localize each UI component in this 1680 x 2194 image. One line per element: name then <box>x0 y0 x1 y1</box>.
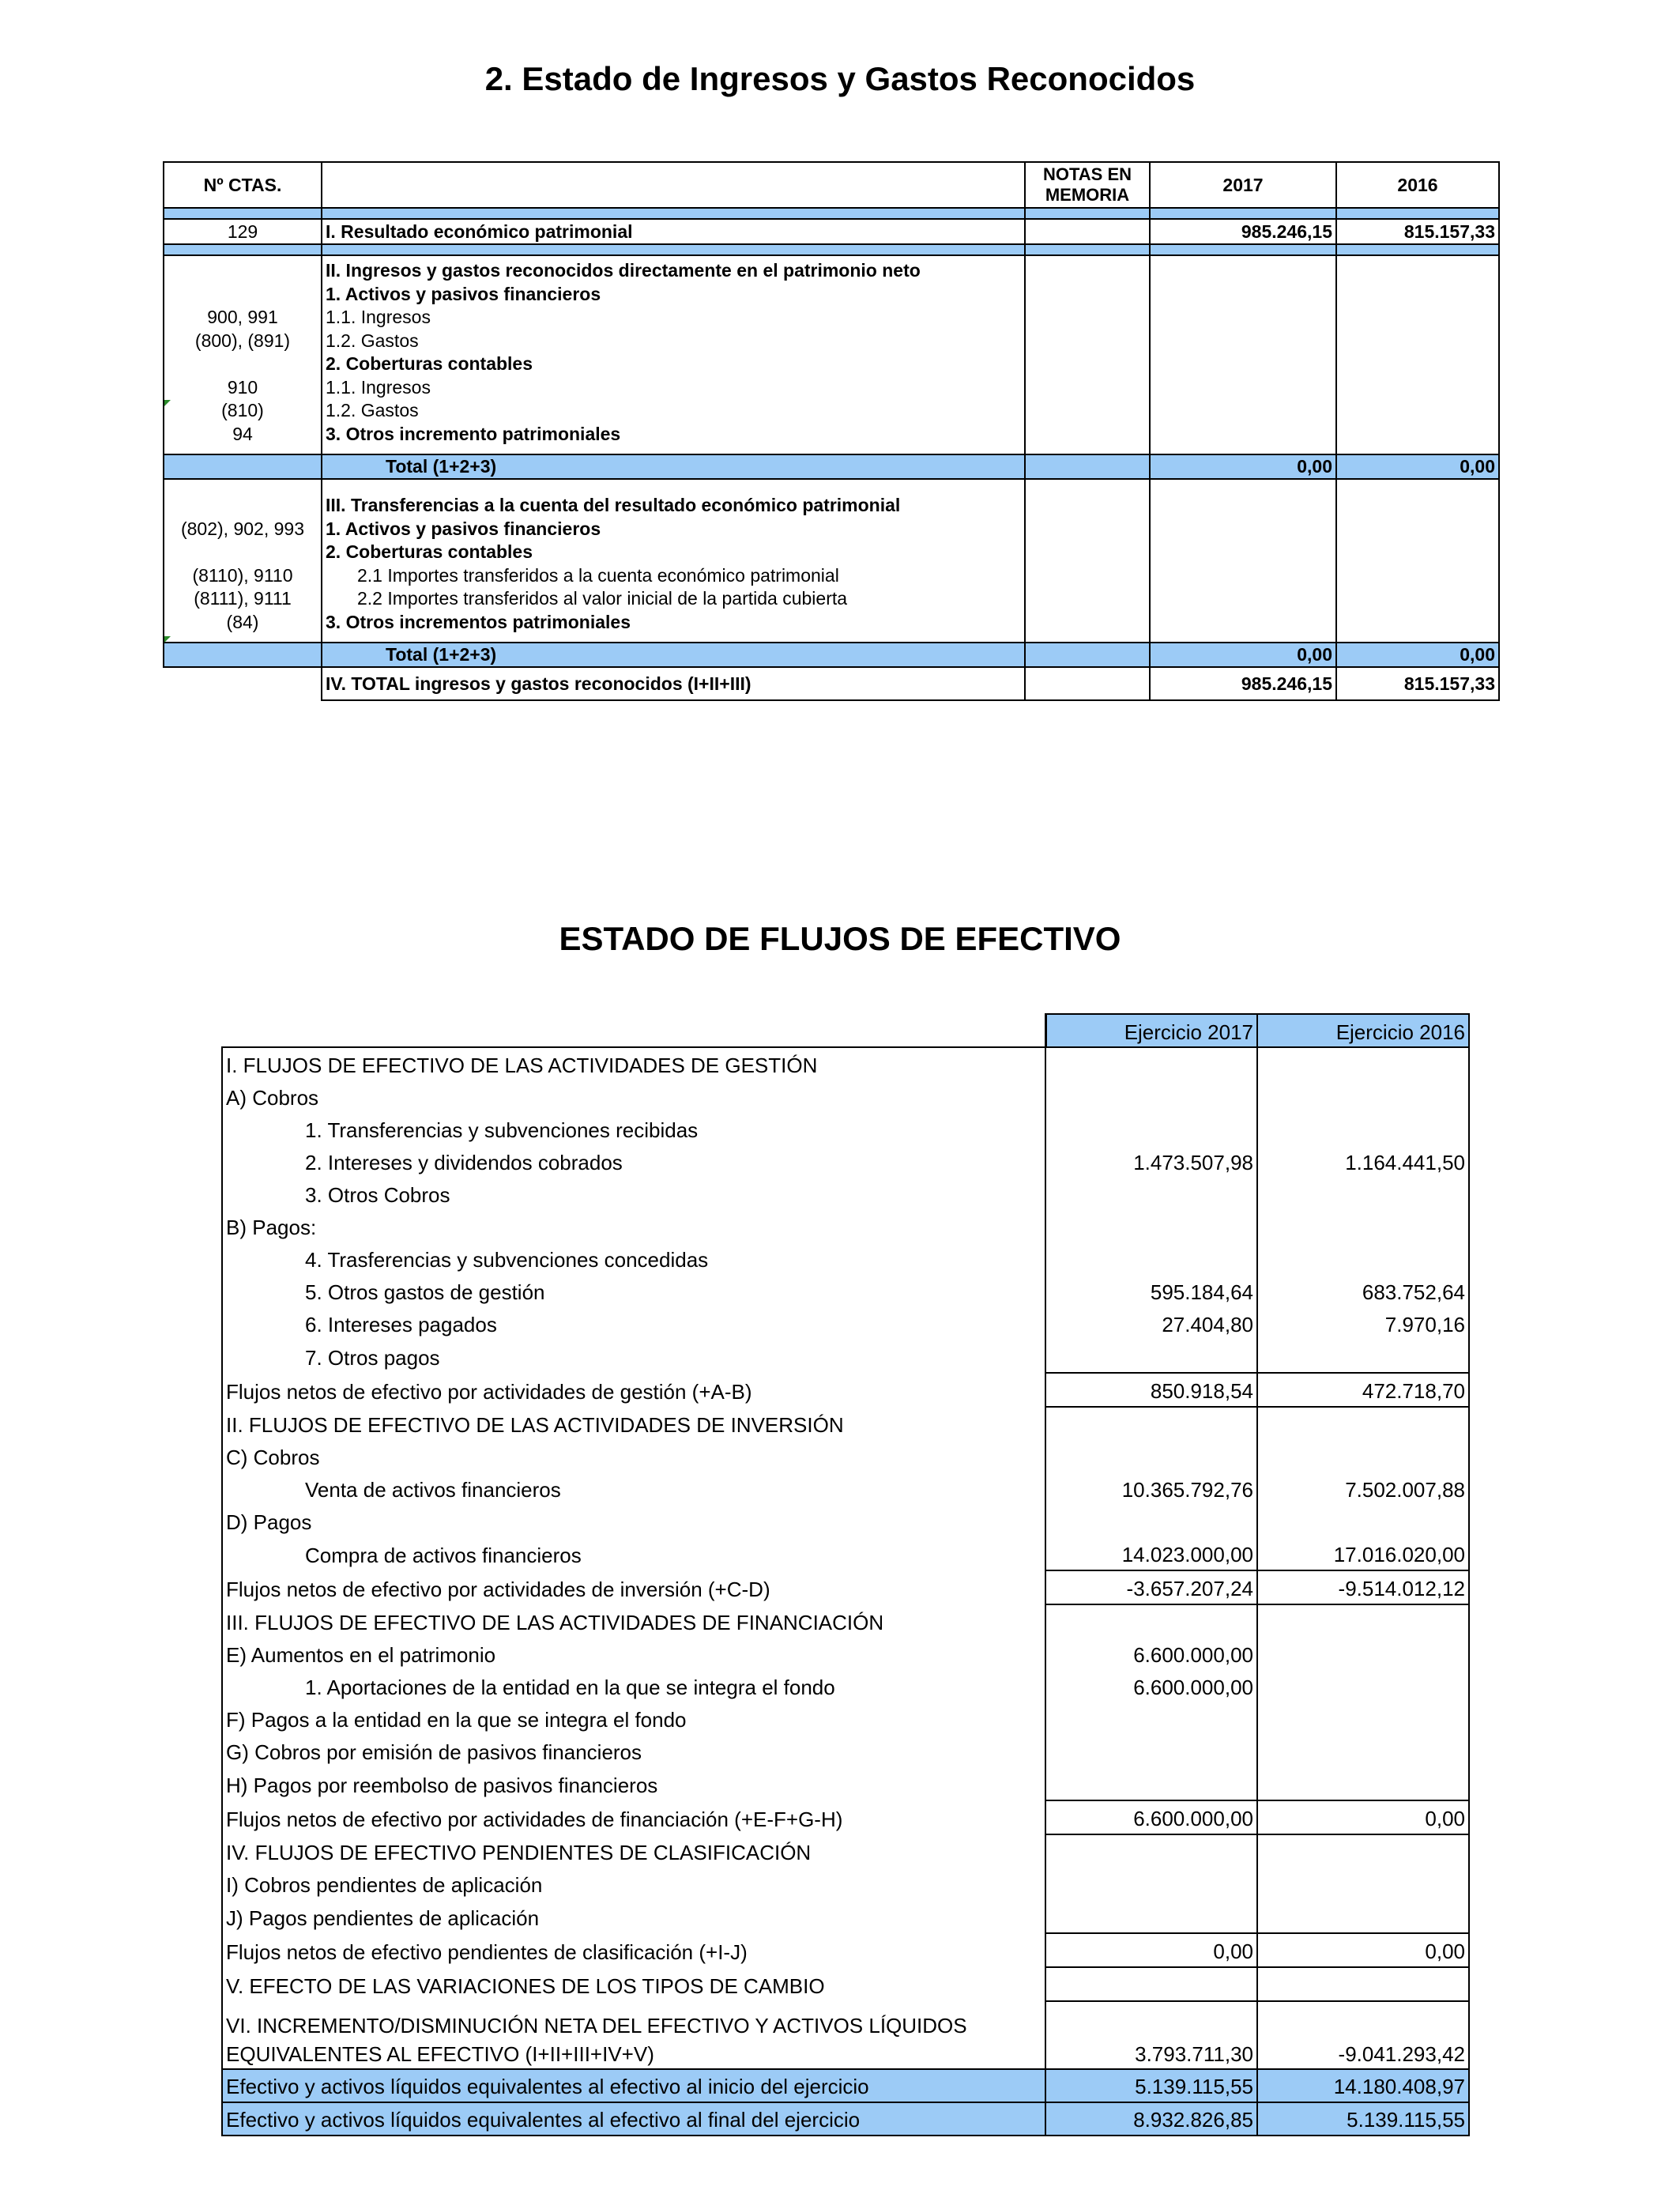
flujos-row-2017 <box>1045 1868 1257 1900</box>
flujos-row-label: Efectivo y activos líquidos equivalentes al efectivo al final del ejercicio <box>222 2102 1045 2136</box>
line: 3. Otros incrementos patrimoniales <box>326 611 631 632</box>
flujos-row <box>222 2102 1469 2136</box>
flujos-row <box>222 2069 1469 2102</box>
cta <box>168 352 318 376</box>
flujos-row-label: III. FLUJOS DE EFECTIVO DE LAS ACTIVIDADES DE FINANCIACIÓN <box>222 1604 1045 1638</box>
flujos-row <box>222 2001 1469 2069</box>
header-ejercicio-2016: Ejercicio 2016 <box>1257 1014 1469 1047</box>
flujos-row-label: 2. Intereses y dividendos cobrados <box>222 1145 1045 1178</box>
flujos-row <box>222 1275 1469 1307</box>
flujos-row-2017 <box>1045 1702 1257 1735</box>
line: 2. Coberturas contables <box>326 541 533 562</box>
flujos-row-2016: 0,00 <box>1257 1800 1469 1834</box>
cta: 900, 991 <box>207 307 278 327</box>
flujos-row-label: D) Pagos <box>222 1505 1045 1537</box>
resultado-notas <box>1025 219 1150 244</box>
flujos-row <box>222 1868 1469 1900</box>
flujos-row-2017 <box>1045 1440 1257 1472</box>
cta <box>168 494 318 518</box>
flujos-row-2016 <box>1257 1113 1469 1145</box>
flujos-row-label: Flujos netos de efectivo pendientes de clasificación (+I-J) <box>222 1933 1045 1967</box>
bloque2-2017 <box>1150 255 1336 454</box>
total-iv-2017: 985.246,15 <box>1150 667 1336 700</box>
flujos-row-label: II. FLUJOS DE EFECTIVO DE LAS ACTIVIDADES DE INVERSIÓN <box>222 1407 1045 1440</box>
flujos-row-label: F) Pagos a la entidad en la que se integra el fondo <box>222 1702 1045 1735</box>
flujos-row <box>222 1735 1469 1767</box>
flujos-row-2016: 7.502.007,88 <box>1257 1472 1469 1505</box>
flujos-row-2017 <box>1045 1505 1257 1537</box>
flujos-row-label: H) Pagos por reembolso de pasivos financieros <box>222 1767 1045 1800</box>
flujos-row <box>222 1080 1469 1113</box>
bloque2-2016 <box>1336 255 1499 454</box>
flujos-row <box>222 1570 1469 1604</box>
flujos-row-2016 <box>1257 1047 1469 1080</box>
flujos-row-2016 <box>1257 1178 1469 1210</box>
flujos-row-2017: 27.404,80 <box>1045 1307 1257 1340</box>
flujos-row-2017 <box>1045 1080 1257 1113</box>
flujos-row-label: 1. Aportaciones de la entidad en la que se integra el fondo <box>222 1670 1045 1702</box>
flujos-row <box>222 1047 1469 1080</box>
flujos-row-label: Flujos netos de efectivo por actividades de gestión (+A-B) <box>222 1373 1045 1407</box>
flujos-row-2016 <box>1257 1767 1469 1800</box>
flujos-row-2016: 472.718,70 <box>1257 1373 1469 1407</box>
header-row <box>164 162 1499 208</box>
flujos-row <box>222 1472 1469 1505</box>
flujos-row-2017: 1.473.507,98 <box>1045 1145 1257 1178</box>
flujos-row-2017 <box>1045 1407 1257 1440</box>
flujos-row <box>222 1373 1469 1407</box>
bloque2-total-label: Total (1+2+3) <box>322 454 1025 479</box>
flujos-row-2016 <box>1257 1340 1469 1373</box>
resultado-label: I. Resultado económico patrimonial <box>322 219 1025 244</box>
flujos-row-2016 <box>1257 1868 1469 1900</box>
cta: 94 <box>232 423 253 444</box>
separator-row <box>164 244 1499 255</box>
flujos-row-2017 <box>1045 1210 1257 1242</box>
flujos-row <box>222 1407 1469 1440</box>
cta: (8111), 9111 <box>194 588 292 609</box>
flujos-row <box>222 1900 1469 1933</box>
flujos-row-2016 <box>1257 1702 1469 1735</box>
estado-ingresos-title: 2. Estado de Ingresos y Gastos Reconocidos <box>484 60 1196 97</box>
flujos-row <box>222 1834 1469 1868</box>
flujos-row-2017: 3.793.711,30 <box>1045 2001 1257 2069</box>
flujos-row-2016: 1.164.441,50 <box>1257 1145 1469 1178</box>
line: 3. Otros incremento patrimoniales <box>326 423 621 444</box>
flujos-row-2017 <box>1045 1967 1257 2001</box>
bloque3-2016 <box>1336 479 1499 643</box>
flujos-row-label: IV. FLUJOS DE EFECTIVO PENDIENTES DE CLASIFICACIÓN <box>222 1834 1045 1868</box>
flujos-row-label: I) Cobros pendientes de aplicación <box>222 1868 1045 1900</box>
line: 1.2. Gastos <box>326 400 419 420</box>
flujos-row-2016 <box>1257 1440 1469 1472</box>
flujos-row-label: J) Pagos pendientes de aplicación <box>222 1900 1045 1933</box>
flujos-row-2016: 14.180.408,97 <box>1257 2069 1469 2102</box>
cta: (802), 902, 993 <box>180 518 304 539</box>
header-2016: 2016 <box>1336 162 1499 208</box>
line: II. Ingresos y gastos reconocidos directamente en el patrimonio neto <box>326 260 921 281</box>
bloque2-total-2017: 0,00 <box>1150 454 1336 479</box>
resultado-cta: 129 <box>164 219 322 244</box>
flujos-row-2016: -9.041.293,42 <box>1257 2001 1469 2069</box>
line: 1.1. Ingresos <box>326 376 431 398</box>
flujos-row-2016: 17.016.020,00 <box>1257 1537 1469 1570</box>
bloque3-row <box>164 479 1499 643</box>
bloque3-ctas <box>164 479 322 643</box>
flujos-header-row <box>222 1014 1469 1047</box>
flujos-row <box>222 1967 1469 2001</box>
flujos-row <box>222 1767 1469 1800</box>
bloque2-total-2016: 0,00 <box>1336 454 1499 479</box>
header-ejercicio-2017: Ejercicio 2017 <box>1045 1014 1257 1047</box>
flujos-row-label: V. EFECTO DE LAS VARIACIONES DE LOS TIPOS DE CAMBIO <box>222 1967 1045 2001</box>
flujos-row-2016 <box>1257 1967 1469 2001</box>
flujos-row-2016 <box>1257 1505 1469 1537</box>
flujos-row <box>222 1145 1469 1178</box>
total-iv-2016: 815.157,33 <box>1336 667 1499 700</box>
line: III. Transferencias a la cuenta del resultado económico patrimonial <box>326 495 901 515</box>
flujos-row <box>222 1670 1469 1702</box>
bloque3-notas <box>1025 479 1150 643</box>
flujos-row <box>222 1178 1469 1210</box>
flujos-row-2017 <box>1045 1735 1257 1767</box>
flujos-row-2016: 0,00 <box>1257 1933 1469 1967</box>
flujos-title: ESTADO DE FLUJOS DE EFECTIVO <box>559 920 1121 957</box>
resultado-2017: 985.246,15 <box>1150 219 1336 244</box>
bloque2-notas <box>1025 255 1150 454</box>
cta <box>168 283 318 307</box>
flujos-table <box>221 1013 1470 2136</box>
flujos-row-label: B) Pagos: <box>222 1210 1045 1242</box>
cta: 910 <box>227 376 258 398</box>
flujos-row-2017 <box>1045 1047 1257 1080</box>
flujos-row-label: C) Cobros <box>222 1440 1045 1472</box>
flujos-row-2017 <box>1045 1900 1257 1933</box>
flujos-row-label: Flujos netos de efectivo por actividades de inversión (+C-D) <box>222 1570 1045 1604</box>
flujos-row-label: E) Aumentos en el patrimonio <box>222 1638 1045 1670</box>
bloque3-total-2016: 0,00 <box>1336 643 1499 667</box>
flujos-row-2016 <box>1257 1604 1469 1638</box>
flujos-row-2016: 5.139.115,55 <box>1257 2102 1469 2136</box>
bloque2-row <box>164 255 1499 454</box>
header-blank <box>322 162 1025 208</box>
flujos-row-2017: 6.600.000,00 <box>1045 1800 1257 1834</box>
flujos-row <box>222 1800 1469 1834</box>
flujos-row-2016 <box>1257 1900 1469 1933</box>
line: 1.1. Ingresos <box>326 307 431 327</box>
flujos-row <box>222 1604 1469 1638</box>
cta: (84) <box>226 611 259 632</box>
flujos-row <box>222 1702 1469 1735</box>
bloque3-total-row <box>164 643 1499 667</box>
flujos-row-2017: 0,00 <box>1045 1933 1257 1967</box>
flujos-row-2016 <box>1257 1210 1469 1242</box>
separator-row <box>164 208 1499 219</box>
flujos-row <box>222 1440 1469 1472</box>
flujos-row-2017: 8.932.826,85 <box>1045 2102 1257 2136</box>
cell-marker-icon <box>164 636 171 643</box>
flujos-row-2017: 14.023.000,00 <box>1045 1537 1257 1570</box>
line: 1. Activos y pasivos financieros <box>326 518 601 539</box>
flujos-row-2017: 6.600.000,00 <box>1045 1638 1257 1670</box>
flujos-row-2017: 6.600.000,00 <box>1045 1670 1257 1702</box>
bloque3-total-label: Total (1+2+3) <box>322 643 1025 667</box>
flujos-row <box>222 1505 1469 1537</box>
flujos-row-label: 3. Otros Cobros <box>222 1178 1045 1210</box>
cell-marker-icon <box>164 400 171 406</box>
cta <box>168 259 318 283</box>
flujos-row <box>222 1307 1469 1340</box>
flujos-row-2017: 850.918,54 <box>1045 1373 1257 1407</box>
flujos-row-2016: 7.970,16 <box>1257 1307 1469 1340</box>
flujos-row-label: Compra de activos financieros <box>222 1537 1045 1570</box>
bloque3-lines <box>322 479 1025 643</box>
header-2017: 2017 <box>1150 162 1336 208</box>
cta: (8110), 9110 <box>192 564 293 586</box>
flujos-row-2017: 5.139.115,55 <box>1045 2069 1257 2102</box>
flujos-row-label: Flujos netos de efectivo por actividades de financiación (+E-F+G-H) <box>222 1800 1045 1834</box>
flujos-row-2017 <box>1045 1834 1257 1868</box>
flujos-row-2016 <box>1257 1080 1469 1113</box>
line: 1.2. Gastos <box>326 330 419 351</box>
flujos-row <box>222 1340 1469 1373</box>
line: 2.1 Importes transferidos a la cuenta económico patrimonial <box>357 564 839 586</box>
flujos-row-label: A) Cobros <box>222 1080 1045 1113</box>
flujos-row-label: 1. Transferencias y subvenciones recibidas <box>222 1113 1045 1145</box>
header-notas: NOTAS EN MEMORIA <box>1025 162 1150 208</box>
flujos-row-label: Efectivo y activos líquidos equivalentes al efectivo al inicio del ejercicio <box>222 2069 1045 2102</box>
cta: (800), (891) <box>194 330 291 351</box>
line: 2.2 Importes transferidos al valor inicial de la partida cubierta <box>357 588 848 609</box>
flujos-row-2017 <box>1045 1113 1257 1145</box>
flujos-row-2017: 595.184,64 <box>1045 1275 1257 1307</box>
resultado-row <box>164 219 1499 244</box>
flujos-row-2016: 683.752,64 <box>1257 1275 1469 1307</box>
flujos-row <box>222 1537 1469 1570</box>
bloque2-lines <box>322 255 1025 454</box>
flujos-row-label: 5. Otros gastos de gestión <box>222 1275 1045 1307</box>
flujos-row-2017 <box>1045 1604 1257 1638</box>
resultado-2016: 815.157,33 <box>1336 219 1499 244</box>
flujos-row <box>222 1638 1469 1670</box>
flujos-row <box>222 1113 1469 1145</box>
flujos-row-label: 7. Otros pagos <box>222 1340 1045 1373</box>
bloque3-total-2017: 0,00 <box>1150 643 1336 667</box>
flujos-row-2016 <box>1257 1407 1469 1440</box>
flujos-row-2017 <box>1045 1178 1257 1210</box>
flujos-row-label: 6. Intereses pagados <box>222 1307 1045 1340</box>
total-iv-label: IV. TOTAL ingresos y gastos reconocidos (I+II+III) <box>322 667 1025 700</box>
total-iv-row <box>164 667 1499 700</box>
flujos-row-2017: -3.657.207,24 <box>1045 1570 1257 1604</box>
flujos-row-2016 <box>1257 1735 1469 1767</box>
bloque2-total-row <box>164 454 1499 479</box>
flujos-row-label: G) Cobros por emisión de pasivos financieros <box>222 1735 1045 1767</box>
estado-ingresos-table <box>163 161 1500 701</box>
flujos-row-label: 4. Trasferencias y subvenciones concedidas <box>222 1242 1045 1275</box>
flujos-row-2016 <box>1257 1834 1469 1868</box>
flujos-row-2016 <box>1257 1242 1469 1275</box>
header-ctas: Nº CTAS. <box>164 162 322 208</box>
flujos-row-2016 <box>1257 1638 1469 1670</box>
line: 1. Activos y pasivos financieros <box>326 283 601 304</box>
flujos-row-label: Venta de activos financieros <box>222 1472 1045 1505</box>
line: 2. Coberturas contables <box>326 353 533 374</box>
flujos-row-label: I. FLUJOS DE EFECTIVO DE LAS ACTIVIDADES DE GESTIÓN <box>222 1047 1045 1080</box>
flujos-row <box>222 1210 1469 1242</box>
flujos-row <box>222 1933 1469 1967</box>
cta <box>168 541 318 564</box>
flujos-row-2017 <box>1045 1767 1257 1800</box>
bloque2-ctas <box>164 255 322 454</box>
flujos-row-2017 <box>1045 1242 1257 1275</box>
flujos-row-2016: -9.514.012,12 <box>1257 1570 1469 1604</box>
bloque3-2017 <box>1150 479 1336 643</box>
flujos-row-2017 <box>1045 1340 1257 1373</box>
flujos-row-label: VI. INCREMENTO/DISMINUCIÓN NETA DEL EFECTIVO Y ACTIVOS LÍQUIDOS EQUIVALENTES AL EFECTIVO (I+II+III+IV+V) <box>222 2001 1045 2069</box>
flujos-row-2017: 10.365.792,76 <box>1045 1472 1257 1505</box>
flujos-row-2016 <box>1257 1670 1469 1702</box>
flujos-row <box>222 1242 1469 1275</box>
cta: (810) <box>221 400 264 420</box>
